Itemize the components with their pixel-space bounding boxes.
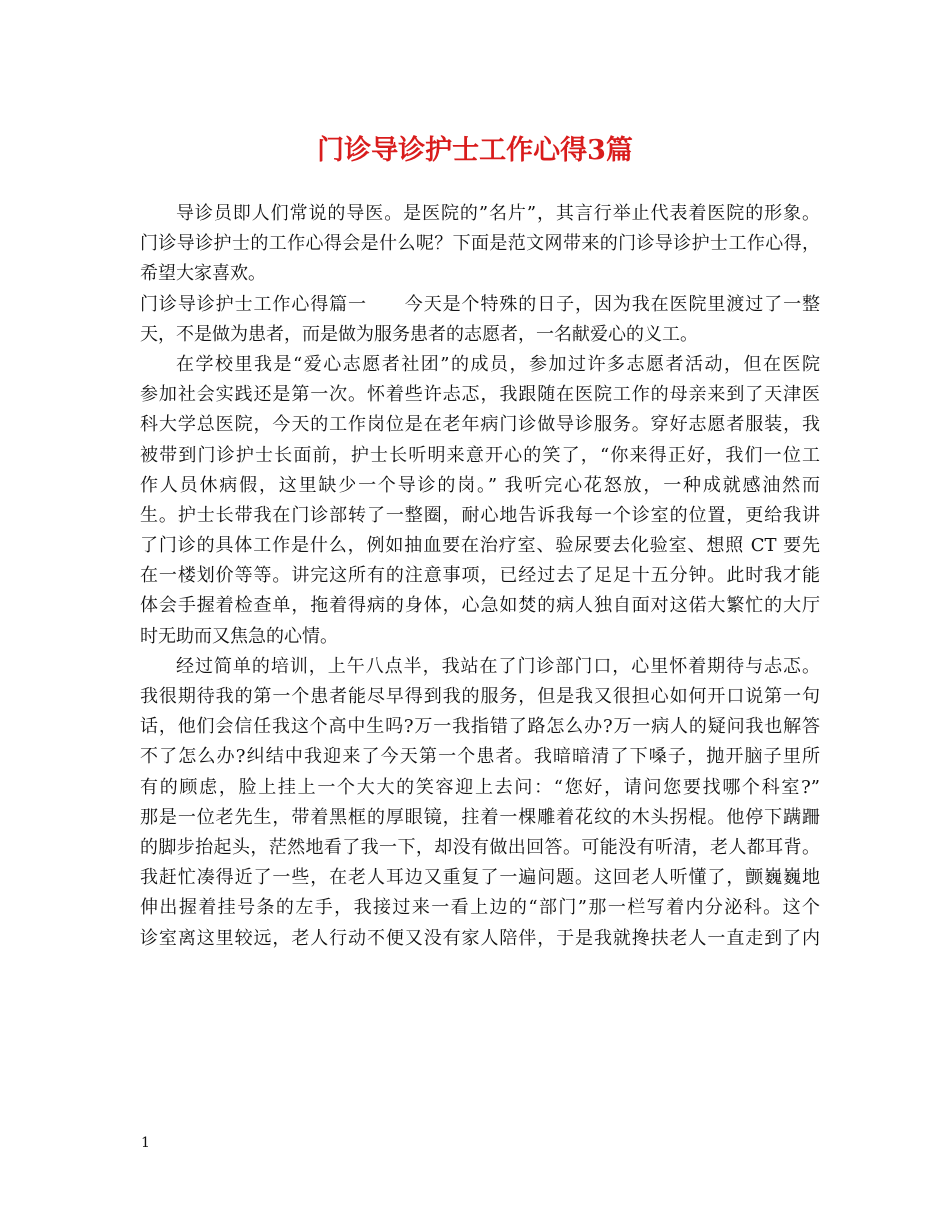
text-line: 门诊导诊护士的工作心得会是什么呢？下面是范文网带来的门诊导诊护士工作心得， <box>140 233 820 255</box>
text-line: 被带到门诊护士长面前，护士长听明来意开心的笑了，“你来得正好，我们一位工 <box>140 444 820 466</box>
text-line: 天，不是做为患者，而是做为服务患者的志愿者，一名献爱心的义工。 <box>140 323 698 345</box>
document-body <box>140 199 820 954</box>
text-line: 我很期待我的第一个患者能尽早得到我的服务，但是我又很担心如何开口说第一句 <box>140 686 820 707</box>
text-line: 科大学总医院，今天的工作岗位是在老年病门诊做导诊服务。穿好志愿者服装，我 <box>140 414 820 436</box>
text-line: 了门诊的具体工作是什么，例如抽血要在治疗室、验尿要去化验室、想照 CT 要先 <box>140 535 820 557</box>
text-line: 我赶忙凑得近了一些，在老人耳边又重复了一遍问题。这回老人听懂了，颤巍巍地 <box>140 867 820 889</box>
text-line: 参加社会实践还是第一次。怀着些许忐忑，我跟随在医院工作的母亲来到了天津医 <box>140 384 820 406</box>
text-line: 不了怎么办?纠结中我迎来了今天第一个患者。我暗暗清了下嗓子，抛开脑子里所 <box>140 746 820 768</box>
text-line: 诊室离这里较远，老人行动不便又没有家人陪伴，于是我就搀扶老人一直走到了内 <box>140 927 820 949</box>
text-line: 作人员休病假，这里缺少一个导诊的岗。” 我听完心花怒放，一种成就感油然而 <box>140 474 820 496</box>
text-line: 体会手握着检查单，拖着得病的身体，心急如焚的病人独自面对这偌大繁忙的大厅 <box>140 595 820 617</box>
text-line: 的脚步抬起头，茫然地看了我一下，却没有做出回答。可能没有听清，老人都耳背。 <box>140 836 820 858</box>
text-line: 时无助而又焦急的心情。 <box>140 625 338 647</box>
text-line: 那是一位老先生，带着黑框的厚眼镜，拄着一棵雕着花纹的木头拐棍。他停下蹒跚 <box>140 806 820 828</box>
text-line: 伸出握着挂号条的左手，我接过来一看上边的“部门”那一栏写着内分泌科。这个 <box>140 897 820 919</box>
page-title: 门诊导诊护士工作心得3篇 <box>317 135 633 166</box>
text-line: 生。护士长带我在门诊部转了一整圈，耐心地告诉我每一个诊室的位置，更给我讲 <box>140 504 820 526</box>
text-line: 导诊员即人们常说的导医。是医院的”名片”，其言行举止代表着医院的形象。 <box>176 203 820 224</box>
text-line: 经过简单的培训，上午八点半，我站在了门诊部门口，心里怀着期待与忐忑。 <box>176 655 820 677</box>
text-line: 希望大家喜欢。 <box>140 263 266 285</box>
text-line: 在一楼划价等等。讲完这所有的注意事项，已经过去了足足十五分钟。此时我才能 <box>140 565 820 587</box>
text-line: 在学校里我是“爱心志愿者社团”的成员，参加过许多志愿者活动，但在医院 <box>176 353 820 375</box>
text-line: 话，他们会信任我这个高中生吗?万一我指错了路怎么办?万一病人的疑问我也解答 <box>140 716 820 738</box>
text-line: 门诊导诊护士工作心得篇一 今天是个特殊的日子，因为我在医院里渡过了一整 <box>140 293 820 315</box>
text-line: 有的顾虑，脸上挂上一个大大的笑容迎上去问：“您好，请问您要找哪个科室?” <box>140 776 820 798</box>
page-number: 1 <box>141 1135 150 1151</box>
